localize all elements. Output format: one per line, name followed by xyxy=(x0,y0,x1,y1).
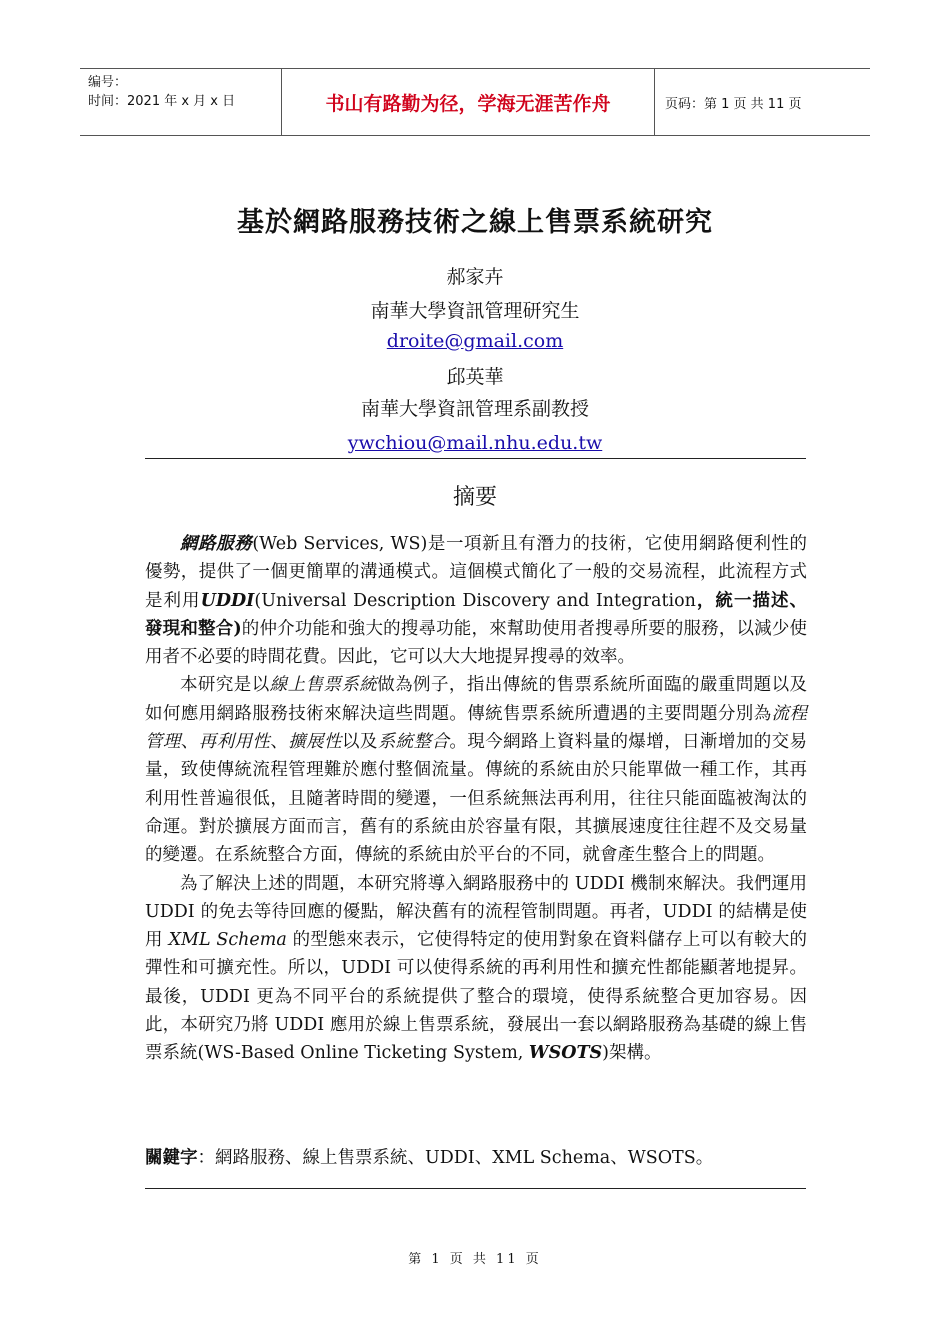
document-date: 时间：2021 年 x 月 x 日 xyxy=(88,94,236,109)
header-motto: 书山有路勤为径，学海无涯苦作舟 xyxy=(282,69,655,135)
keywords xyxy=(145,1144,713,1169)
text-run: (Web Services, WS)是一項新且有潛力的技術，它使用網路便利性的優勢，提供了一個更簡單的溝通模式。這個模式簡化了一般的交易流程，此流程方式是利用 xyxy=(145,534,808,611)
page-header xyxy=(80,68,870,136)
header-page-code: 页码：第 1 页 共 11 页 xyxy=(665,96,802,112)
text-run: 以及 xyxy=(341,732,378,753)
term-scalability: 擴展性 xyxy=(288,732,342,753)
abstract-heading: 摘要 xyxy=(452,485,497,510)
term-xml-schema: XML Schema xyxy=(168,930,287,951)
term-process-management: 流程管理 xyxy=(145,703,808,753)
text-run: )架構。 xyxy=(602,1043,662,1064)
text-run: 、 xyxy=(180,732,199,753)
term-uddi: UDDI xyxy=(200,590,255,611)
text-run: (Universal Description Discovery and Integration xyxy=(254,590,696,611)
abstract-paragraph-1 xyxy=(145,530,807,671)
term-online-ticketing: 線上售票系統 xyxy=(269,675,378,696)
term-wsots: WSOTS xyxy=(528,1043,603,1064)
author-affiliation-1: 南華大學資訊管理研究生 xyxy=(370,300,580,322)
text-run: 的型態來表示，它使得特定的使用對象在資料儲存上可以有較大的彈性和可擴充性。所以，UDDI 可以使得系統的再利用性和擴充性都能顯著地提昇。最後，UDDI 更為不同平台的系統提供了整合的環境，使得系統整合更加容易。因此，本研究乃將 UDDI 應用於線上售票系統，發展出一套以網路服務為基礎的線上售票系統(WS-Based Online Ticketing System, xyxy=(145,930,807,1064)
abstract-body xyxy=(145,530,807,1068)
keywords-label: 關鍵字 xyxy=(145,1148,198,1168)
divider-top xyxy=(145,458,806,459)
keywords-text: ：網路服務、線上售票系統、UDDI、XML Schema、WSOTS。 xyxy=(197,1148,714,1168)
author-name-1: 郝家卉 xyxy=(446,266,504,288)
text-run: 。現今網路上資料量的爆增，日漸增加的交易量，致使傳統流程管理難於應付整個流量。傳統的系統由於只能單做一種工作，其再利用性普遍很低，且隨著時間的變遷，一但系統無法再利用，往往只能面臨被淘汰的命運。對於擴展方面而言，舊有的系統由於容量有限，其擴展速度往往趕不及交易量的變遷。在系統整合方面，傳統的系統由於平台的不同，就會產生整合上的問題。 xyxy=(145,732,808,866)
abstract-paragraph-3 xyxy=(145,870,807,1068)
text-run: 為了解決上述的問題，本研究將導入網路服務中的 UDDI 機制來解決。我們運用 UDDI 的免去等待回應的優點，解決舊有的流程管制問題。再者，UDDI 的結構是使用 xyxy=(145,873,807,951)
author-name-2: 邱英華 xyxy=(446,366,504,388)
term-reusability: 再利用性 xyxy=(198,732,271,753)
document-number: 编号： xyxy=(88,75,128,90)
text-run: 的仲介功能和強大的搜尋功能，來幫助使用者搜尋所要的服務，以減少使用者不必要的時間花費。因此，它可以大大地提昇搜尋的效率。 xyxy=(145,618,808,668)
paper-title: 基於網路服務技術之線上售票系統研究 xyxy=(237,207,713,238)
text-run: 本研究是以 xyxy=(180,675,270,696)
text-run: 、 xyxy=(270,732,289,753)
abstract-paragraph-2 xyxy=(145,671,807,869)
author-email-link-1[interactable]: droite@gmail.com xyxy=(386,330,564,352)
author-email-link-2[interactable]: ywchiou@mail.nhu.edu.tw xyxy=(347,432,603,454)
divider-bottom xyxy=(145,1188,806,1189)
text-run-bold: ，統一描述、發現和整合) xyxy=(145,590,807,639)
page-footer: 第 1 页 共 11 页 xyxy=(408,1252,542,1267)
header-info xyxy=(80,69,282,135)
term-system-integration: 系統整合 xyxy=(377,732,450,753)
author-affiliation-2: 南華大學資訊管理系副教授 xyxy=(360,398,589,420)
term-web-services: 網路服務 xyxy=(180,534,253,554)
text-run: 做為例子，指出傳統的售票系統所面臨的嚴重問題以及如何應用網路服務技術來解決這些問題。傳統售票系統所遭遇的主要問題分別為 xyxy=(145,675,808,724)
